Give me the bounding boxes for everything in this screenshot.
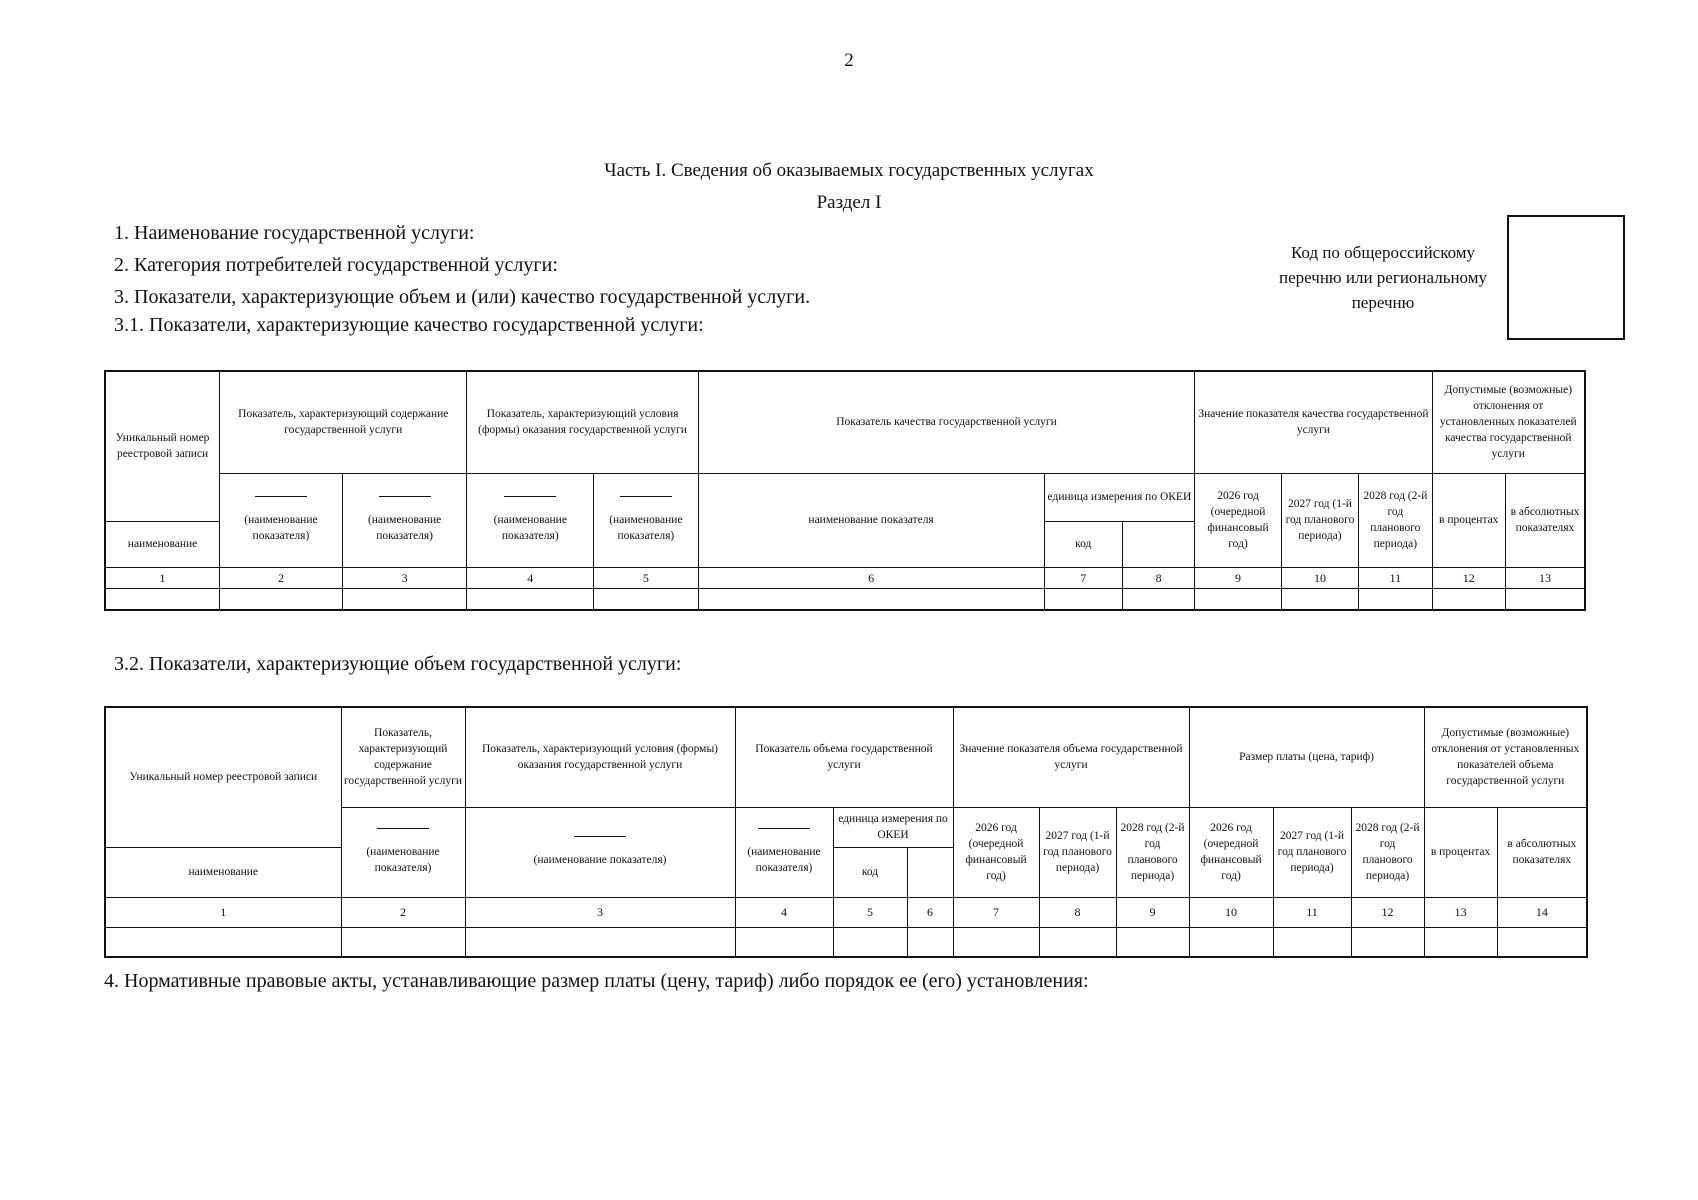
quality-unit-code: код (1044, 521, 1122, 567)
table-cell[interactable] (1505, 588, 1585, 610)
col-number: 2 (220, 567, 343, 588)
item-legal-acts: 4. Нормативные правовые акты, устанавливающие размер платы (цену, тариф) либо порядок ее (его) установления: (104, 970, 1089, 992)
table-cell[interactable] (467, 588, 594, 610)
table-cell[interactable] (833, 927, 907, 957)
header-unique-number: Уникальный номер реестровой записи (105, 371, 220, 521)
col-number: 10 (1189, 897, 1273, 927)
table-cell[interactable] (465, 927, 735, 957)
fee-year-2026: 2026 год (очередной финансовый год) (1189, 807, 1273, 897)
volume-deviation-percent: в процентах (1424, 807, 1497, 897)
quality-year-2028: 2028 год (2-й год планового периода) (1359, 473, 1432, 567)
col-number: 1 (105, 897, 341, 927)
quality-empty-row (105, 588, 1585, 610)
quality-table (104, 370, 1586, 611)
col-number: 13 (1505, 567, 1585, 588)
table-cell[interactable] (907, 927, 953, 957)
quality-deviation-absolute: в абсолютных показателях (1505, 473, 1585, 567)
col-number: 6 (907, 897, 953, 927)
header-conditions-indicator: Показатель, характеризующий условия (формы) оказания государственной услуги (467, 371, 698, 473)
volume-year-2026: 2026 год (очередной финансовый год) (953, 807, 1039, 897)
col-number: 1 (105, 567, 220, 588)
quality-unit-name: наименование (105, 521, 220, 567)
page-number: 2 (844, 50, 854, 71)
col-number: 10 (1281, 567, 1358, 588)
item-volume-indicators: 3.2. Показатели, характеризующие объем государственной услуги: (114, 653, 682, 675)
quality-unit-okei: единица измерения по ОКЕИ (1044, 473, 1195, 521)
table-cell[interactable] (735, 927, 833, 957)
table-cell[interactable] (1189, 927, 1273, 957)
item-quality-indicators: 3.1. Показатели, характеризующие качество государственной услуги: (114, 314, 704, 336)
header-conditions-indicator: Показатель, характеризующий условия (формы) оказания государственной услуги (465, 707, 735, 807)
conditions-indicator-name: (наименование показателя) (465, 807, 735, 897)
header-quality-indicator: Показатель качества государственной услуги (698, 371, 1195, 473)
quality-year-2027: 2027 год (1-й год планового периода) (1281, 473, 1358, 567)
header-content-indicator: Показатель, характеризующий содержание государственной услуги (341, 707, 465, 807)
table-cell[interactable] (1116, 927, 1189, 957)
table-cell[interactable] (342, 588, 467, 610)
col-number: 7 (1044, 567, 1122, 588)
col-number: 3 (342, 567, 467, 588)
table-cell[interactable] (1044, 588, 1122, 610)
part-title: Часть I. Сведения об оказываемых государственных услугах (604, 160, 1094, 181)
table-cell[interactable] (220, 588, 343, 610)
volume-deviation-absolute: в абсолютных показателях (1497, 807, 1587, 897)
code-box-label: Код по общероссийскому перечню или региональному перечню (1279, 243, 1487, 312)
col-number: 8 (1039, 897, 1116, 927)
header-quality-value: Значение показателя качества государственной услуги (1195, 371, 1432, 473)
table-cell[interactable] (594, 588, 699, 610)
header-volume-deviation: Допустимые (возможные) отклонения от установленных показателей объема государственной услуги (1424, 707, 1587, 807)
quality-deviation-percent: в процентах (1432, 473, 1505, 567)
header-fee-size: Размер платы (цена, тариф) (1189, 707, 1424, 807)
header-content-indicator: Показатель, характеризующий содержание государственной услуги (220, 371, 467, 473)
col-number: 11 (1359, 567, 1432, 588)
volume-unit-okei: единица измерения по ОКЕИ (833, 807, 953, 847)
header-volume-value: Значение показателя объема государственной услуги (953, 707, 1189, 807)
volume-unit-code: код (833, 847, 907, 897)
conditions-indicator-name-2: (наименование показателя) (594, 473, 699, 567)
volume-year-2028: 2028 год (2-й год планового периода) (1116, 807, 1189, 897)
table-cell[interactable] (698, 588, 1044, 610)
col-number: 7 (953, 897, 1039, 927)
volume-unit-name: наименование (105, 847, 341, 897)
col-number: 9 (1195, 567, 1281, 588)
col-number: 12 (1351, 897, 1424, 927)
table-cell[interactable] (1432, 588, 1505, 610)
col-number: 9 (1116, 897, 1189, 927)
volume-year-2027: 2027 год (1-й год планового периода) (1039, 807, 1116, 897)
table-cell[interactable] (1359, 588, 1432, 610)
fee-year-2027: 2027 год (1-й год планового периода) (1273, 807, 1351, 897)
col-number: 5 (594, 567, 699, 588)
code-input-box[interactable] (1507, 215, 1625, 340)
quality-indicator-name: наименование показателя (698, 473, 1044, 567)
table-cell[interactable] (1195, 588, 1281, 610)
content-indicator-name-1: (наименование показателя) (220, 473, 343, 567)
col-number: 2 (341, 897, 465, 927)
table-cell[interactable] (105, 588, 220, 610)
col-number: 3 (465, 897, 735, 927)
volume-column-numbers (105, 897, 1587, 927)
col-number: 13 (1424, 897, 1497, 927)
conditions-indicator-name-1: (наименование показателя) (467, 473, 594, 567)
table-cell[interactable] (953, 927, 1039, 957)
header-volume-indicator: Показатель объема государственной услуги (735, 707, 953, 807)
item-service-name: 1. Наименование государственной услуги: (114, 222, 475, 244)
table-cell[interactable] (1273, 927, 1351, 957)
volume-empty-row (105, 927, 1587, 957)
quality-column-numbers (105, 567, 1585, 588)
col-number: 12 (1432, 567, 1505, 588)
volume-table (104, 706, 1588, 958)
content-indicator-name: (наименование показателя) (341, 807, 465, 897)
header-unique-number: Уникальный номер реестровой записи (105, 707, 341, 847)
col-number: 11 (1273, 897, 1351, 927)
table-cell[interactable] (1424, 927, 1497, 957)
content-indicator-name-2: (наименование показателя) (342, 473, 467, 567)
table-cell[interactable] (1281, 588, 1358, 610)
header-quality-deviation: Допустимые (возможные) отклонения от установленных показателей качества государственной услуги (1432, 371, 1585, 473)
item-indicators: 3. Показатели, характеризующие объем и (или) качество государственной услуги. (114, 286, 811, 308)
quality-year-2026: 2026 год (очередной финансовый год) (1195, 473, 1281, 567)
table-cell[interactable] (1122, 588, 1194, 610)
volume-indicator-name: (наименование показателя) (735, 807, 833, 897)
col-number: 5 (833, 897, 907, 927)
fee-year-2028: 2028 год (2-й год планового периода) (1351, 807, 1424, 897)
table-cell[interactable] (1039, 927, 1116, 957)
item-consumer-category: 2. Категория потребителей государственной услуги: (114, 254, 558, 276)
table-cell[interactable] (341, 927, 465, 957)
col-number: 8 (1122, 567, 1194, 588)
section-title: Раздел I (816, 192, 882, 213)
table-cell[interactable] (1351, 927, 1424, 957)
table-cell[interactable] (1497, 927, 1587, 957)
col-number: 4 (467, 567, 594, 588)
col-number: 6 (698, 567, 1044, 588)
table-cell[interactable] (105, 927, 341, 957)
col-number: 4 (735, 897, 833, 927)
col-number: 14 (1497, 897, 1587, 927)
